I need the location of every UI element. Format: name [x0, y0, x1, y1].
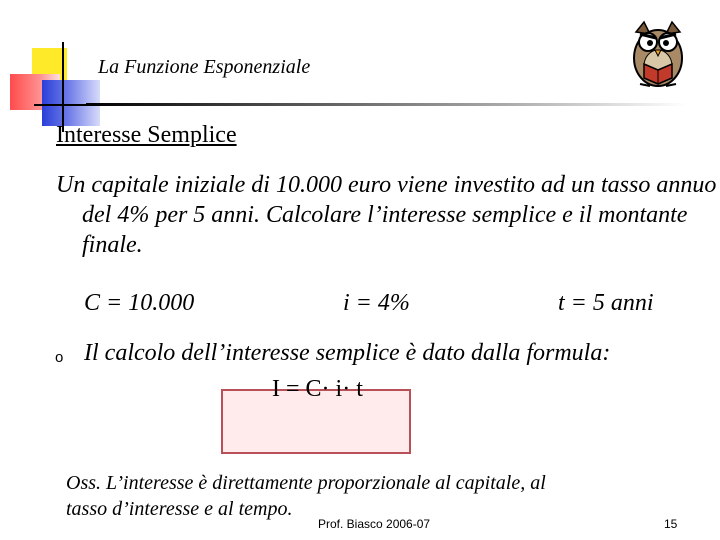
formula-text: I = C· i· t	[272, 376, 363, 402]
decor-horizontal-line	[34, 104, 86, 106]
problem-statement: Un capitale iniziale di 10.000 euro viene investito ad un tasso annuo del 4% per 5 anni. Calcolare l’interesse semplice e il montante finale.	[56, 172, 717, 258]
rate-value: i = 4%	[343, 290, 410, 316]
slide-title: La Funzione Esponenziale	[98, 56, 311, 78]
owl-reading-icon	[626, 18, 690, 90]
title-underline-rule	[86, 103, 686, 106]
time-value: t = 5 anni	[558, 290, 654, 316]
observation-line-2: tasso d’interesse e al tempo.	[66, 498, 293, 520]
capital-value: C = 10.000	[84, 290, 195, 316]
observation-note	[66, 470, 546, 522]
observation-line-1: Oss. L’interesse è direttamente proporzionale al capitale, al	[66, 472, 546, 494]
bullet-marker: o	[55, 349, 64, 366]
formula-intro-text: Il calcolo dell’interesse semplice è dato dalla formula:	[84, 340, 611, 366]
decor-vertical-line	[62, 42, 64, 132]
footer-author: Prof. Biasco 2006-07	[318, 517, 431, 531]
page-number: 15	[664, 517, 678, 531]
section-heading: Interesse Semplice	[56, 122, 237, 148]
